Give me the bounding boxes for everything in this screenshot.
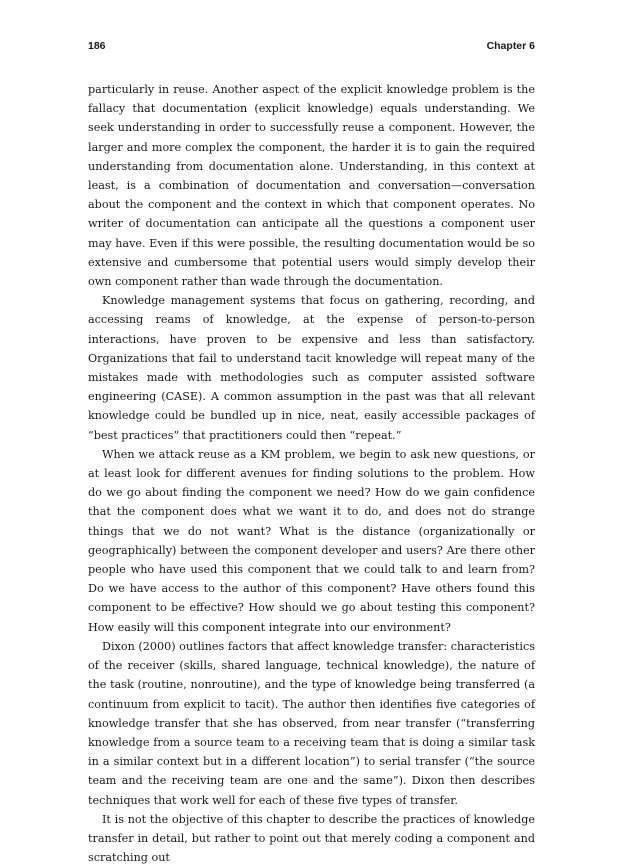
page-header [88,40,535,56]
chapter-running-head: Chapter 6 [486,40,535,52]
paragraph-3: When we attack reuse as a KM problem, we begin to ask new questions, or at least look for different avenues for finding solutions to the problem. How do we go about finding the component we need? How do we gain confidence that the component does what we want it to do, and does not do strange things that we do not want? What is the distance (organizationally or geographically) between the component developer and users? Are there other people who have used this component that we could talk to and learn from? Do we have access to the author of this component? Have others found this component to be effective? How should we go about testing this component? How easily will this component integrate into our environment? [88,447,535,634]
body-text [88,80,535,867]
paragraph-2: Knowledge management systems that focus on gathering, recording, and accessing reams of knowledge, at the expense of person-to-person interactions, have proven to be expensive and less than satisfactory. Organizations that fail to understand tacit knowledge will repeat many of the mistakes made with methodologies such as computer assisted software engineering (CASE). A common assumption in the past was that all relevant knowledge could be bundled up in nice, neat, easily accessible packages of “best practices” that practitioners could then “repeat.” [88,294,535,442]
paragraph-5: It is not the objective of this chapter to describe the practices of knowledge transfer in detail, but rather to point out that merely coding a component and scratching out [88,812,535,865]
paragraph-4: Dixon (2000) outlines factors that affect knowledge transfer: characteristics of the receiver (skills, shared language, technical knowledge), the nature of the task (routine, nonroutine), and the type of knowledge being transferred (a continuum from explicit to tacit). The author then identifies five categories of knowledge transfer that she has observed, from near transfer (“transferring knowledge from a source team to a receiving team that is doing a similar task in a similar context but in a different location”) to serial transfer (“the source team and the receiving team are one and the same”). Dixon then describes techniques that work well for each of these five types of transfer. [88,639,535,807]
page-number: 186 [88,40,106,52]
paragraph-1: particularly in reuse. Another aspect of the explicit knowledge problem is the fallacy that documentation (explicit knowledge) equals understanding. We seek understanding in order to successfully reuse a component. However, the larger and more complex the component, the harder it is to gain the required understanding from documentation alone. Understanding, in this context at least, is a combination of documentation and conversation—conversation about the component and the context in which that component operates. No writer of documentation can anticipate all the questions a component user may have. Even if this were possible, the resulting documentation would be so extensive and cumbersome that potential users would simply develop their own component rather than wade through the documentation. [88,83,535,289]
